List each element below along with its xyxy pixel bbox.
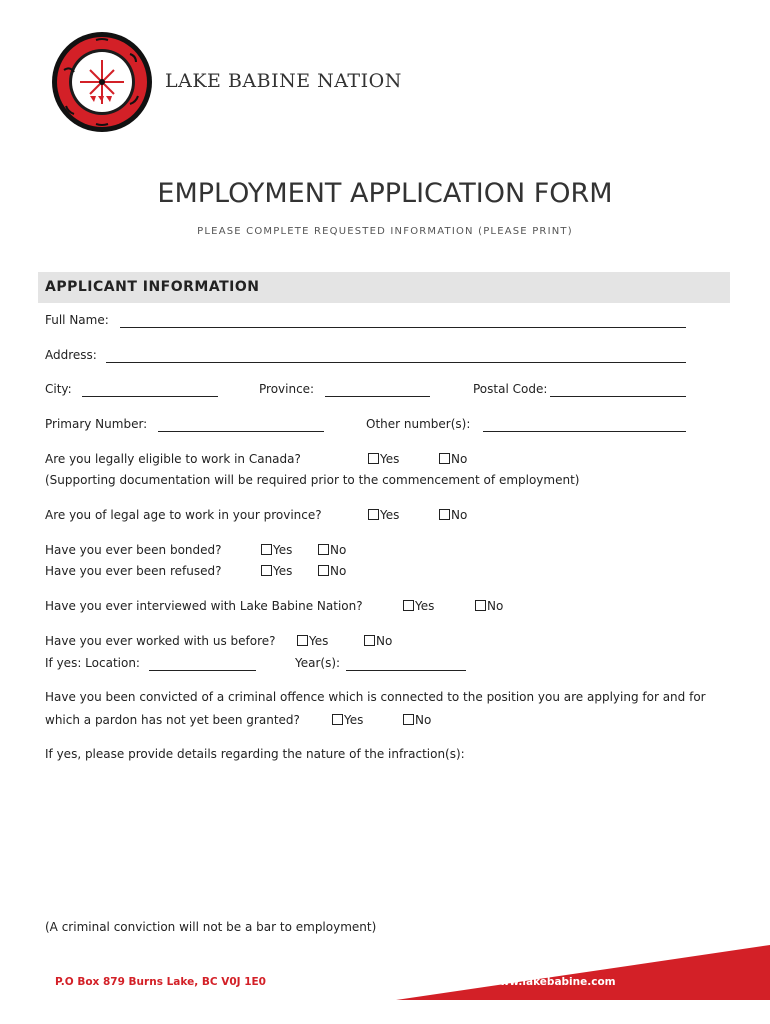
- checkbox-icon: [318, 565, 329, 576]
- no-label: No: [451, 452, 468, 466]
- legal-age-yes-checkbox[interactable]: [368, 508, 399, 522]
- no-label: No: [376, 634, 393, 648]
- interviewed-yes-checkbox[interactable]: [403, 599, 434, 613]
- legal-age-question: Are you of legal age to work in your province?: [45, 508, 322, 522]
- interviewed-no-checkbox[interactable]: [475, 599, 503, 613]
- section-title: APPLICANT INFORMATION: [45, 279, 260, 295]
- convicted-yes-checkbox[interactable]: [332, 713, 363, 727]
- no-label: No: [487, 599, 504, 613]
- checkbox-icon: [439, 509, 450, 520]
- no-label: No: [330, 564, 347, 578]
- legal-age-no-checkbox[interactable]: [439, 508, 467, 522]
- checkbox-icon: [475, 600, 486, 611]
- eligible-note: (Supporting documentation will be required prior to the commencement of employment): [45, 473, 580, 487]
- interviewed-question: Have you ever interviewed with Lake Babine Nation?: [45, 599, 363, 613]
- yes-label: Yes: [273, 564, 293, 578]
- footer-address: P.O Box 879 Burns Lake, BC V0J 1E0: [55, 976, 266, 988]
- other-numbers-label: Other number(s):: [366, 417, 471, 431]
- checkbox-icon: [403, 714, 414, 725]
- refused-question: Have you ever been refused?: [45, 564, 222, 578]
- primary-number-label: Primary Number:: [45, 417, 148, 431]
- city-field[interactable]: [82, 396, 218, 397]
- yes-label: Yes: [380, 508, 400, 522]
- province-field[interactable]: [325, 396, 430, 397]
- no-label: No: [330, 543, 347, 557]
- province-label: Province:: [259, 382, 315, 396]
- address-field[interactable]: [106, 362, 686, 363]
- bonded-question: Have you ever been bonded?: [45, 543, 222, 557]
- worked-question: Have you ever worked with us before?: [45, 634, 276, 648]
- checkbox-icon: [403, 600, 414, 611]
- address-label: Address:: [45, 348, 97, 362]
- bonded-no-checkbox[interactable]: [318, 543, 346, 557]
- years-label: Year(s):: [295, 656, 341, 670]
- postal-code-field[interactable]: [550, 396, 686, 397]
- checkbox-icon: [297, 635, 308, 646]
- checkbox-icon: [261, 544, 272, 555]
- yes-label: Yes: [380, 452, 400, 466]
- refused-no-checkbox[interactable]: [318, 564, 346, 578]
- convicted-question-line1: Have you been convicted of a criminal offence which is connected to the position you are applying for and for: [45, 690, 706, 704]
- bonded-yes-checkbox[interactable]: [261, 543, 292, 557]
- page-title: EMPLOYMENT APPLICATION FORM: [157, 178, 613, 209]
- refused-yes-checkbox[interactable]: [261, 564, 292, 578]
- no-label: No: [415, 713, 432, 727]
- years-field[interactable]: [346, 670, 466, 671]
- checkbox-icon: [368, 453, 379, 464]
- lake-babine-logo-icon: [50, 30, 154, 134]
- yes-label: Yes: [415, 599, 435, 613]
- yes-label: Yes: [273, 543, 293, 557]
- eligible-yes-checkbox[interactable]: [368, 452, 399, 466]
- city-label: City:: [45, 382, 72, 396]
- no-label: No: [451, 508, 468, 522]
- eligible-question: Are you legally eligible to work in Canada?: [45, 452, 301, 466]
- postal-code-label: Postal Code:: [473, 382, 548, 396]
- details-prompt: If yes, please provide details regarding the nature of the infraction(s):: [45, 747, 465, 761]
- eligible-no-checkbox[interactable]: [439, 452, 467, 466]
- worked-no-checkbox[interactable]: [364, 634, 392, 648]
- checkbox-icon: [261, 565, 272, 576]
- checkbox-icon: [368, 509, 379, 520]
- convicted-question-line2: which a pardon has not yet been granted?: [45, 713, 300, 727]
- page-subtitle: PLEASE COMPLETE REQUESTED INFORMATION (PLEASE PRINT): [197, 226, 573, 237]
- yes-label: Yes: [309, 634, 329, 648]
- footer-red-banner: [396, 945, 770, 1000]
- checkbox-icon: [318, 544, 329, 555]
- primary-number-field[interactable]: [158, 431, 324, 432]
- location-label: If yes: Location:: [45, 656, 140, 670]
- full-name-label: Full Name:: [45, 313, 109, 327]
- worked-yes-checkbox[interactable]: [297, 634, 328, 648]
- checkbox-icon: [332, 714, 343, 725]
- location-field[interactable]: [149, 670, 256, 671]
- yes-label: Yes: [344, 713, 364, 727]
- details-answer-area[interactable]: [45, 770, 685, 910]
- footer-website-link[interactable]: www.lakebabine.com: [490, 976, 616, 988]
- conviction-note: (A criminal conviction will not be a bar to employment): [45, 920, 377, 934]
- convicted-no-checkbox[interactable]: [403, 713, 431, 727]
- org-name: LAKE BABINE NATION: [165, 70, 402, 92]
- full-name-field[interactable]: [120, 327, 686, 328]
- checkbox-icon: [439, 453, 450, 464]
- other-numbers-field[interactable]: [483, 431, 686, 432]
- checkbox-icon: [364, 635, 375, 646]
